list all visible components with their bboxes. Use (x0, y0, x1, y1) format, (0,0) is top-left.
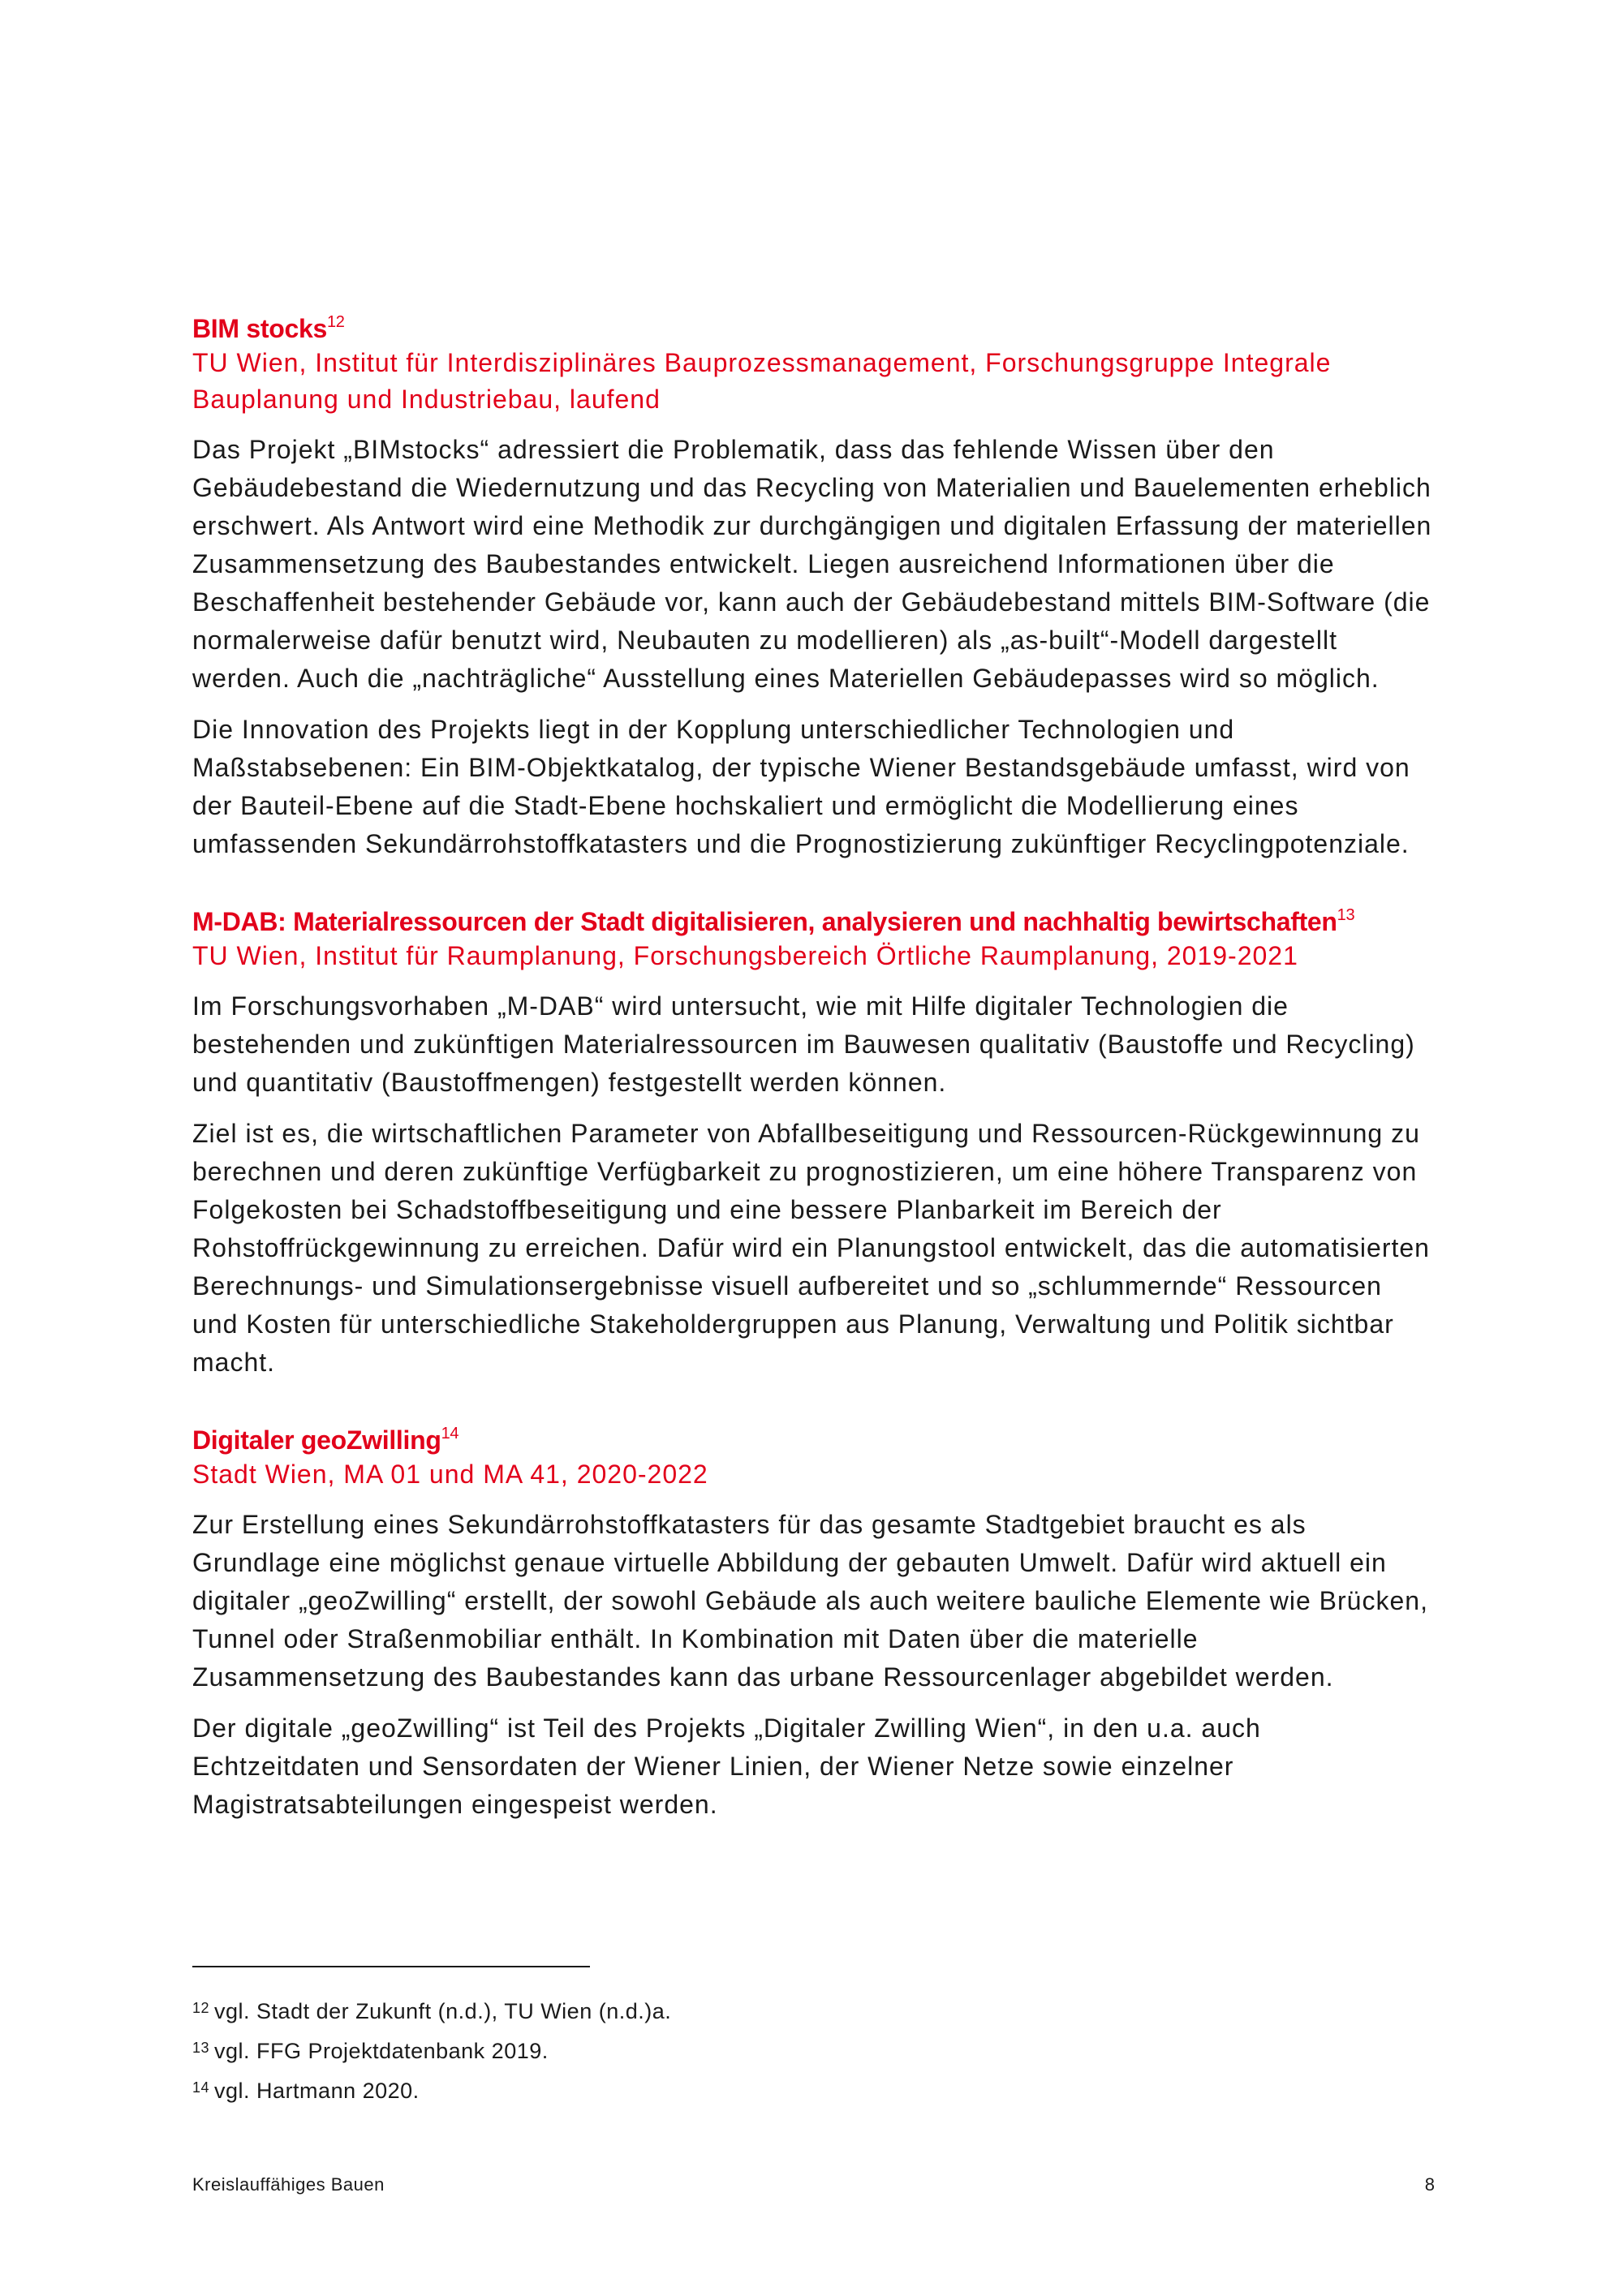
paragraph: Die Innovation des Projekts liegt in der Kopplung unterschiedlicher Technologien und Maßstabsebenen: Ein BIM-Objektkatalog, der typische Wiener Bestandsgebäude umfasst, wird von der Bauteil-Ebene auf die Stadt-Ebene hochskaliert und ermöglicht die Modellierung eines umfassenden Sekundärrohstoffkatasters und die Prognostizierung zukünftiger Recyclingpotenziale. (192, 715, 1410, 858)
paragraph: Der digitale „geoZwilling“ ist Teil des Projekts „Digitaler Zwilling Wien“, in den u.a. auch Echtzeitdaten und Sensordaten der Wiener Linien, der Wiener Netze sowie einzelner Magistratsabteilungen eingespeist werden. (192, 1713, 1261, 1819)
footnote-ref[interactable]: 14 (441, 1425, 459, 1443)
footnote: $^{13}$ vgl. FFG Projektdatenbank 2019. (192, 2039, 549, 2063)
paragraph: Das Projekt „BIMstocks“ adressiert die Problematik, dass das fehlende Wissen über den Gebäudebestand die Wiedernutzung und das Recycling von Materialien und Bauelementen erheblich erschwert. Als Antwort wird eine Methodik zur durchgängigen und digitalen Erfassung der materiellen Zusammensetzung des Baubestandes entwickelt. Liegen ausreichend Informationen über die Beschaffenheit bestehender Gebäude vor, kann auch der Gebäudebestand mittels BIM-Software (die normalerweise dafür benutzt wird, Neubauten zu modellieren) als „as-built“-Modell dargestellt werden. Auch die „nachträgliche“ Ausstellung eines Materiellen Gebäudepasses wird so möglich. (192, 435, 1432, 693)
footnote-separator (192, 1966, 590, 1967)
section-subtitle: Stadt Wien, MA 01 und MA 41, 2020-2022 (192, 1460, 708, 1489)
section-subtitle: TU Wien, Institut für Raumplanung, Forschungsbereich Örtliche Raumplanung, 2019-2021 (192, 941, 1298, 970)
paragraph: Ziel ist es, die wirtschaftlichen Parameter von Abfallbeseitigung und Ressourcen-Rückgewinnung zu berechnen und deren zukünftige Verfügbarkeit zu prognostizieren, um eine höhere Transparenz von Folgekosten bei Schadstoffbeseitigung und eine bessere Planbarkeit im Bereich der Rohstoffrückgewinnung zu erreichen. Dafür wird ein Planungstool entwickelt, das die automatisierten Berechnungs- und Simulationsergebnisse visuell aufbereitet und so „schlummernde“ Ressourcen und Kosten für unterschiedliche Stakeholdergruppen aus Planung, Verwaltung und Politik sichtbar macht. (192, 1119, 1430, 1377)
paragraph: Im Forschungsvorhaben „M-DAB“ wird untersucht, wie mit Hilfe digitaler Technologien die bestehenden und zukünftigen Materialressourcen im Bauwesen qualitativ (Baustoffe und Recycling) und quantitativ (Baustoffmengen) festgestellt werden können. (192, 991, 1415, 1097)
footer-title: Kreislauffähiges Bauen (192, 2174, 385, 2195)
section-subtitle: TU Wien, Institut für Interdisziplinäres Bauprozessmanagement, Forschungsgruppe Integrale Bauplanung und Industriebau, laufend (192, 348, 1332, 414)
project-digitaler-geozwilling (192, 1424, 1434, 1824)
section-title: Digitaler geoZwilling$^{14}$ (192, 1425, 459, 1455)
project-m-dab (192, 905, 1434, 1382)
main-content (192, 312, 1434, 1866)
project-bim-stocks (192, 312, 1434, 863)
footnote-ref[interactable]: 13 (1337, 906, 1355, 924)
footnotes (192, 1997, 1004, 2117)
footnote: $^{14}$ vgl. Hartmann 2020. (192, 2079, 420, 2103)
paragraph: Zur Erstellung eines Sekundärrohstoffkatasters für das gesamte Stadtgebiet braucht es als Grundlage eine möglichst genaue virtuelle Abbildung der gebauten Umwelt. Dafür wird aktuell ein digitaler „geoZwilling“ erstellt, der sowohl Gebäude als auch weitere bauliche Elemente wie Brücken, Tunnel oder Straßenmobiliar enthält. In Kombination mit Daten über die materielle Zusammensetzung des Baubestandes kann das urbane Ressourcenlager abgebildet werden. (192, 1510, 1428, 1692)
footnote: $^{12}$ vgl. Stadt der Zukunft (n.d.), TU Wien (n.d.)a. (192, 1999, 672, 2023)
section-title: BIM stocks$^{12}$ (192, 313, 345, 343)
footnote-ref[interactable]: 12 (326, 313, 345, 331)
section-title: M-DAB: Materialressourcen der Stadt digitalisieren, analysieren und nachhaltig bewirtschaften$^{13}$ (192, 906, 1355, 936)
page-number: 8 (1424, 2174, 1435, 2195)
